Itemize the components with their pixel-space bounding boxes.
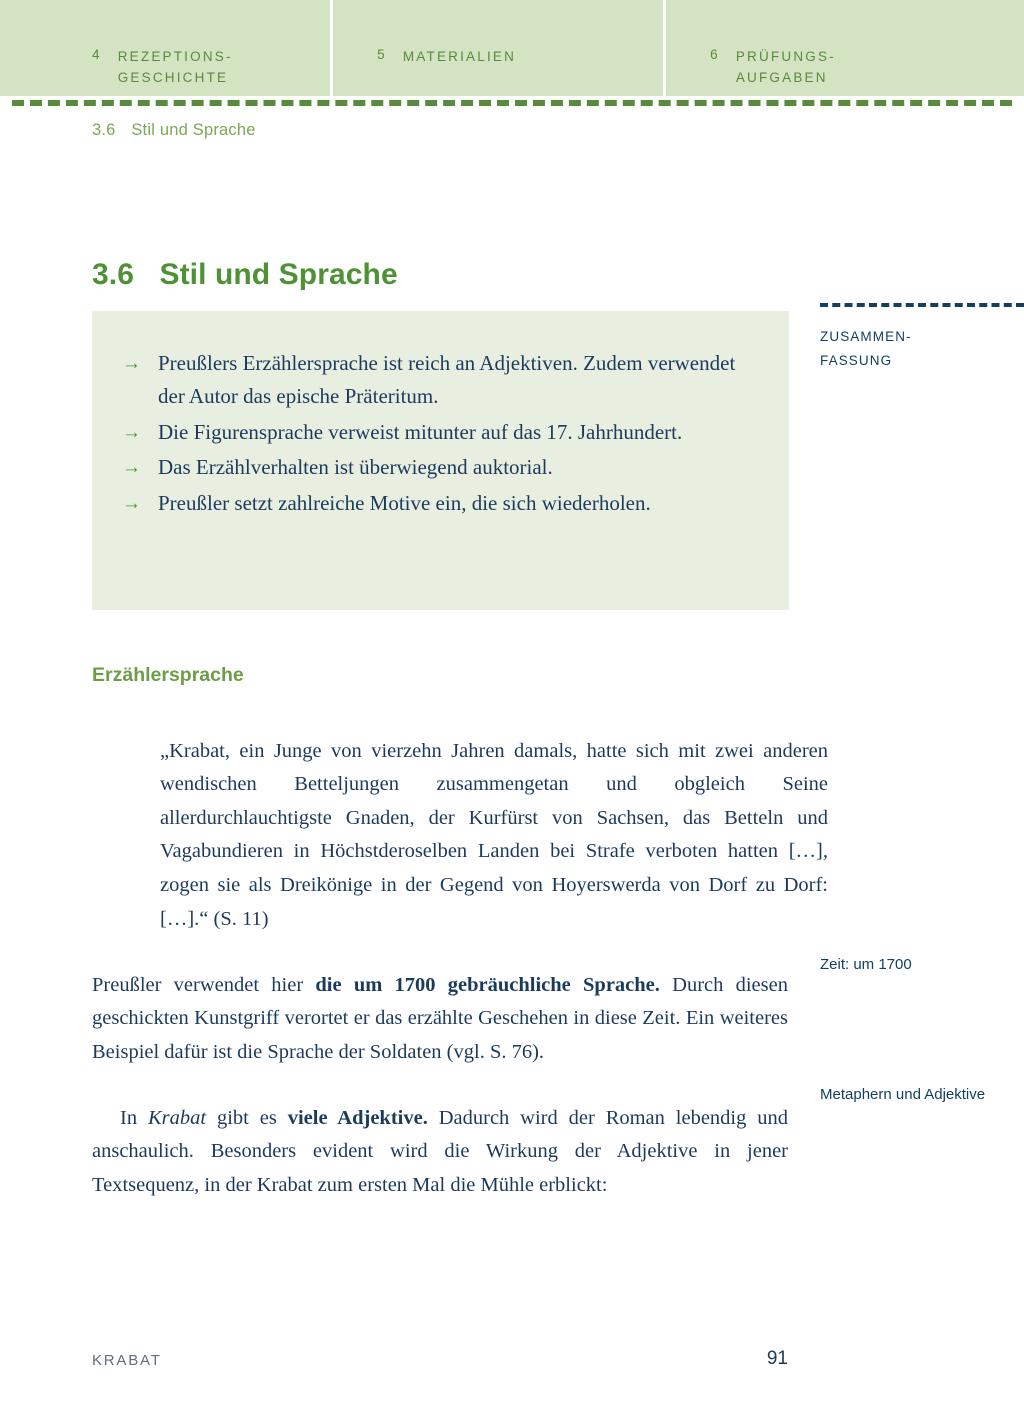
tab-label: MATERIALIEN xyxy=(402,49,517,64)
paragraph-2-middle: gibt es xyxy=(206,1106,288,1129)
paragraph-2-lead: In xyxy=(120,1106,148,1129)
tab-pruefungsaufgaben[interactable] xyxy=(666,0,1024,96)
page-title xyxy=(92,258,398,292)
summary-item-text: Preußlers Erzählersprache ist reich an Adjektiven. Zudem verwendet der Autor das epische Präteritum. xyxy=(158,351,736,409)
quote-block: „Krabat, ein Junge von vierzehn Jahren damals, hatte sich mit zwei anderen wendischen Betteljungen zusammengetan und obgleich Seine allerdurchlauchtigste Gnaden, der Kurfürst von Sachsen, das Betteln und Vagabundieren in Höchstderoselben Landen bei Strafe verboten hatten […], zogen sie als Dreikönige in der Gegend von Hoyerswerda von Dorf zu Dorf: […].“ (S. 11) xyxy=(160,739,828,930)
running-head-number: 3.6 xyxy=(92,121,116,139)
tab-label: REZEPTIONS- GESCHICHTE xyxy=(117,49,233,85)
paragraph-1-bold: die um 1700 gebräuchliche Sprache. xyxy=(315,973,660,996)
tab-rezeptionsgeschichte[interactable] xyxy=(0,0,330,96)
margin-note-zeit: Zeit: um 1700 xyxy=(820,956,912,973)
header-dashed-rule xyxy=(12,100,1012,106)
paragraph-2-bold: viele Adjektive. xyxy=(287,1106,428,1129)
summary-item-text: Das Erzählverhalten ist überwiegend auktorial. xyxy=(158,455,553,480)
arrow-right-icon: → xyxy=(122,457,141,479)
summary-list xyxy=(122,347,749,520)
summary-list-item xyxy=(122,451,749,484)
arrow-right-icon: → xyxy=(122,492,141,514)
summary-item-text: Preußler setzt zahlreiche Motive ein, die sich wiederholen. xyxy=(158,490,651,515)
summary-item-text: Die Figurensprache verweist mitunter auf das 17. Jahrhundert. xyxy=(158,419,683,444)
footer-page-number: 91 xyxy=(766,1348,788,1369)
paragraph-2-italic-title: Krabat xyxy=(147,1106,207,1129)
arrow-right-icon: → xyxy=(122,421,141,443)
tab-materialien[interactable] xyxy=(333,0,663,96)
summary-box xyxy=(92,311,789,610)
tab-number: 5 xyxy=(377,47,387,62)
arrow-right-icon: → xyxy=(122,353,141,374)
page-title-label: Stil und Sprache xyxy=(159,258,398,292)
body-paragraph-2 xyxy=(92,1102,788,1203)
running-head xyxy=(92,121,256,140)
margin-note-zusammenfassung: ZUSAMMEN- FASSUNG xyxy=(820,329,912,368)
running-head-label: Stil und Sprache xyxy=(131,121,256,139)
summary-list-item xyxy=(122,347,749,414)
summary-list-item xyxy=(122,487,749,520)
chapter-tab-bar xyxy=(0,0,1024,96)
paragraph-1-tail: Durch diesen geschickten Kunstgriff verortet er das erzählte Geschehen in diese Zeit. Ein weiteres Beispiel dafür ist die Sprache der Soldaten (vgl. S. 76). xyxy=(92,973,788,1063)
paragraph-1-lead: Preußler verwendet hier xyxy=(92,973,316,996)
tab-number: 6 xyxy=(710,47,720,62)
footer-book-title: KRABAT xyxy=(92,1352,162,1369)
margin-note-metaphern: Metaphern und Adjektive xyxy=(820,1086,986,1103)
page-title-number: 3.6 xyxy=(92,258,135,292)
subheading-erzaehlersprache: Erzählersprache xyxy=(92,664,244,687)
body-paragraph-1 xyxy=(92,969,788,1070)
paragraph-2-tail: Dadurch wird der Roman lebendig und anschaulich. Besonders evident wird die Wirkung der Adjektive in jener Textsequenz, in der Krabat zum ersten Mal die Mühle erblickt: xyxy=(92,1106,789,1196)
margin-dashed-rule xyxy=(820,303,1024,307)
summary-list-item xyxy=(122,416,749,449)
tab-label: PRÜFUNGS- AUFGABEN xyxy=(735,49,836,85)
tab-number: 4 xyxy=(92,47,102,62)
